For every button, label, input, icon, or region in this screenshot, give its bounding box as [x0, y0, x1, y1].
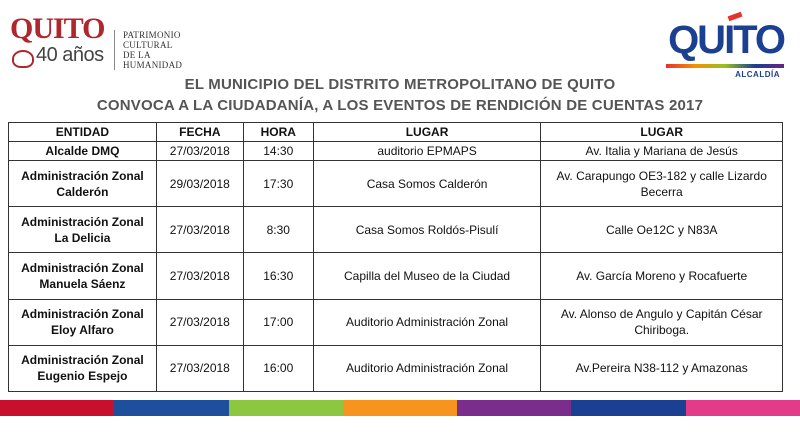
- quito-40-years: 40 años: [36, 44, 104, 66]
- cell-entidad: Administración Zonal Eloy Alfaro: [9, 299, 157, 345]
- table-row: [9, 299, 783, 345]
- cell-entidad: Administración Zonal Manuela Sáenz: [9, 253, 157, 299]
- table-row: [9, 161, 783, 207]
- cell-hora: 17:30: [243, 161, 313, 207]
- cell-hora: 17:00: [243, 299, 313, 345]
- page-heading: [0, 74, 800, 116]
- cell-lugar: auditorio EPMAPS: [313, 142, 541, 161]
- cell-fecha: 29/03/2018: [156, 161, 243, 207]
- heading-line-1: EL MUNICIPIO DEL DISTRITO METROPOLITANO DE QUITO: [184, 76, 616, 93]
- cell-lugar: Casa Somos Roldós-Pisulí: [313, 207, 541, 253]
- color-stripe-segment: [343, 400, 457, 416]
- events-table: [8, 122, 783, 392]
- cell-lugar: Auditorio Administración Zonal: [313, 345, 541, 391]
- table-row: [9, 345, 783, 391]
- cell-hora: 14:30: [243, 142, 313, 161]
- cell-lugar: Capilla del Museo de la Ciudad: [313, 253, 541, 299]
- header-lugar-direccion: LUGAR: [541, 123, 783, 142]
- patrimonio-text: [114, 30, 208, 70]
- cell-direccion: Av. Italia y Mariana de Jesús: [541, 142, 783, 161]
- cell-direccion: Calle Oe12C y N83A: [541, 207, 783, 253]
- cell-fecha: 27/03/2018: [156, 207, 243, 253]
- color-stripe-segment: [686, 400, 800, 416]
- cell-fecha: 27/03/2018: [156, 142, 243, 161]
- patrimonio-line-3: DE LA HUMANIDAD: [123, 50, 183, 70]
- cell-entidad: Administración Zonal Calderón: [9, 161, 157, 207]
- cell-direccion: Av. Alonso de Angulo y Capitán César Chiriboga.: [541, 299, 783, 345]
- color-stripe-segment: [571, 400, 685, 416]
- cell-entidad: Administración Zonal Eugenio Espejo: [9, 345, 157, 391]
- logo-color-bar: [666, 64, 784, 68]
- seal-icon: [12, 50, 34, 68]
- color-stripe-footer: [0, 400, 800, 416]
- alcaldia-label: ALCALDÍA: [735, 70, 780, 79]
- cell-fecha: 27/03/2018: [156, 299, 243, 345]
- cell-hora: 8:30: [243, 207, 313, 253]
- cell-direccion: Av.Pereira N38-112 y Amazonas: [541, 345, 783, 391]
- cell-hora: 16:30: [243, 253, 313, 299]
- table-header-row: [9, 123, 783, 142]
- cell-lugar: Casa Somos Calderón: [313, 161, 541, 207]
- quito-alcaldia-logo: [662, 20, 784, 82]
- header-fecha: FECHA: [156, 123, 243, 142]
- cell-fecha: 27/03/2018: [156, 345, 243, 391]
- cell-hora: 16:00: [243, 345, 313, 391]
- quito-brand-word: QUITO: [668, 18, 784, 62]
- header-hora: HORA: [243, 123, 313, 142]
- patrimonio-line-1: PATRIMONIO: [123, 30, 181, 40]
- cell-fecha: 27/03/2018: [156, 253, 243, 299]
- color-stripe-segment: [229, 400, 343, 416]
- cell-direccion: Av. Carapungo OE3-182 y calle Lizardo Becerra: [541, 161, 783, 207]
- color-stripe-segment: [114, 400, 228, 416]
- quito-40-anos-logo: [8, 8, 208, 70]
- cell-direccion: Av. García Moreno y Rocafuerte: [541, 253, 783, 299]
- table-row: [9, 142, 783, 161]
- heading-line-2: CONVOCA A LA CIUDADANÍA, A LOS EVENTOS DE RENDICIÓN DE CUENTAS 2017: [96, 97, 704, 114]
- header-entidad: ENTIDAD: [9, 123, 157, 142]
- cell-lugar: Auditorio Administración Zonal: [313, 299, 541, 345]
- table-row: [9, 207, 783, 253]
- color-stripe-segment: [457, 400, 571, 416]
- quito-40-word: QUITO: [10, 12, 105, 45]
- header-lugar: LUGAR: [313, 123, 541, 142]
- cell-entidad: Alcalde DMQ: [9, 142, 157, 161]
- patrimonio-line-2: CULTURAL: [123, 40, 173, 50]
- table-row: [9, 253, 783, 299]
- quito-40-emblem: [8, 12, 108, 68]
- cell-entidad: Administración Zonal La Delicia: [9, 207, 157, 253]
- color-stripe-segment: [0, 400, 114, 416]
